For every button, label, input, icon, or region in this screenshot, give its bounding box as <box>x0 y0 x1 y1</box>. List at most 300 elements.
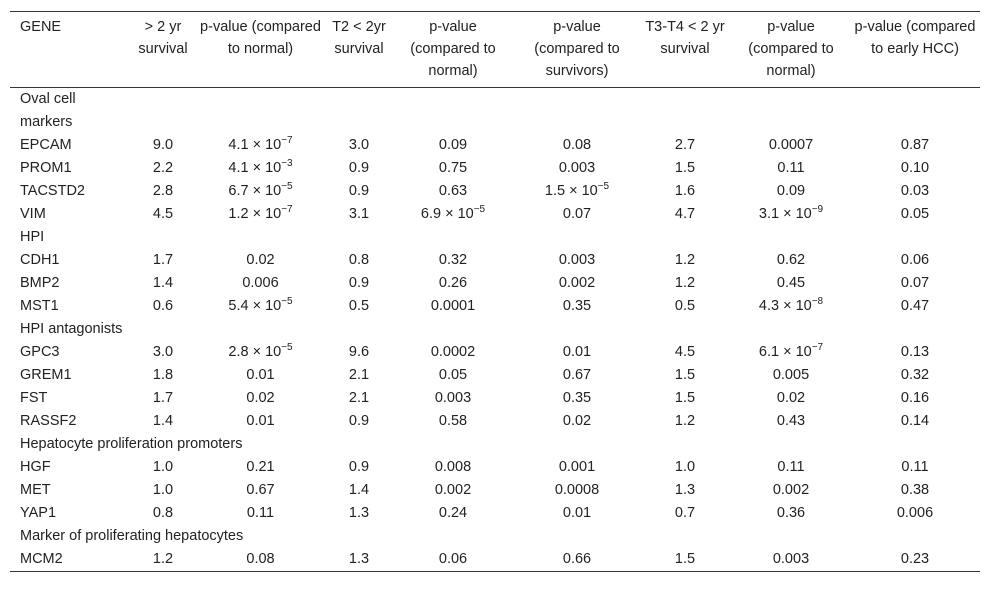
cell-value: 0.62 <box>776 252 806 268</box>
table-row <box>10 364 980 387</box>
cell-exponent: −8 <box>811 296 824 308</box>
value-cell <box>850 249 980 272</box>
cell-value: 0.24 <box>438 505 468 521</box>
cell-value: 0.09 <box>776 183 806 199</box>
cell-exponent: −5 <box>281 296 293 308</box>
cell-value: 0.23 <box>900 551 930 567</box>
header-pvalue-normal-early: p-value (compared to normal) <box>200 19 321 57</box>
value-cell <box>193 502 328 525</box>
cell-value: 1.0 <box>674 459 696 475</box>
cell-value: 0.67 <box>246 482 275 498</box>
value-cell <box>638 341 732 364</box>
cell-value: 0.67 <box>562 367 592 383</box>
value-cell <box>193 203 328 226</box>
gene-name: YAP1 <box>20 505 57 521</box>
value-cell <box>390 180 516 203</box>
value-cell <box>850 272 980 295</box>
gene-name: EPCAM <box>20 137 72 153</box>
value-cell <box>638 479 732 502</box>
value-cell <box>516 341 638 364</box>
value-cell <box>850 180 980 203</box>
cell-value: 0.001 <box>558 459 596 475</box>
cell-value: 0.9 <box>348 183 370 199</box>
value-cell <box>516 272 638 295</box>
cell-value: 0.11 <box>901 459 929 475</box>
cell-value: 6.7 × 10 <box>228 183 282 199</box>
value-cell <box>133 548 193 572</box>
value-cell <box>516 364 638 387</box>
header-t3t4-survival: T3-T4 < 2 yr survival <box>645 19 725 57</box>
value-cell <box>390 548 516 572</box>
cell-value: 0.01 <box>562 344 592 360</box>
value-cell <box>328 502 390 525</box>
cell-exponent: −7 <box>281 204 293 216</box>
cell-value: 5.4 × 10 <box>228 298 282 314</box>
value-cell <box>193 134 328 157</box>
value-cell <box>390 272 516 295</box>
table-row <box>10 341 980 364</box>
cell-value: 1.4 <box>152 413 174 429</box>
cell-value: 2.8 <box>152 183 174 199</box>
value-cell <box>850 134 980 157</box>
value-cell <box>328 341 390 364</box>
value-cell <box>732 364 850 387</box>
cell-exponent: −5 <box>597 181 610 193</box>
value-cell <box>390 157 516 180</box>
value-cell <box>516 249 638 272</box>
cell-exponent: −5 <box>473 204 486 216</box>
cell-value: 0.35 <box>562 298 592 314</box>
cell-value: 1.0 <box>152 482 174 498</box>
value-cell <box>328 479 390 502</box>
cell-value: 0.06 <box>438 551 468 567</box>
cell-value: 0.43 <box>776 413 806 429</box>
value-cell <box>390 203 516 226</box>
value-cell <box>638 456 732 479</box>
value-cell <box>732 272 850 295</box>
cell-value: 1.2 <box>674 275 696 291</box>
cell-value: 0.05 <box>438 367 468 383</box>
section-row <box>10 318 980 341</box>
value-cell <box>638 364 732 387</box>
value-cell <box>133 295 193 318</box>
gene-name: HGF <box>20 459 51 475</box>
cell-value: 0.58 <box>438 413 468 429</box>
cell-value: 0.8 <box>152 505 174 521</box>
cell-value: 0.63 <box>438 183 468 199</box>
cell-value: 1.3 <box>348 505 370 521</box>
value-cell <box>516 295 638 318</box>
cell-value: 0.6 <box>152 298 174 314</box>
value-cell <box>390 341 516 364</box>
value-cell <box>516 203 638 226</box>
section-row <box>10 226 980 249</box>
cell-value: 1.7 <box>152 390 174 406</box>
cell-exponent: −9 <box>811 204 824 216</box>
gene-name: FST <box>20 390 48 406</box>
cell-value: 3.0 <box>348 137 370 153</box>
cell-value: 0.9 <box>348 459 370 475</box>
section-filler <box>133 226 980 249</box>
cell-value: 1.5 <box>674 160 696 176</box>
value-cell <box>133 157 193 180</box>
value-cell <box>193 387 328 410</box>
section-title: HPI antagonists <box>20 321 123 337</box>
table-row <box>10 548 980 572</box>
value-cell <box>732 456 850 479</box>
table-row <box>10 134 980 157</box>
cell-value: 0.75 <box>438 160 468 176</box>
value-cell <box>133 341 193 364</box>
value-cell <box>390 456 516 479</box>
cell-value: 0.003 <box>772 551 810 567</box>
cell-value: 1.3 <box>348 551 370 567</box>
value-cell <box>638 295 732 318</box>
cell-value: 0.66 <box>562 551 592 567</box>
cell-value: 1.2 × 10 <box>228 206 282 222</box>
value-cell <box>328 295 390 318</box>
cell-value: 4.1 × 10 <box>228 160 282 176</box>
header-pvalue-normal-t3t4: p-value (compared to normal) <box>748 19 834 79</box>
value-cell <box>193 272 328 295</box>
value-cell <box>328 387 390 410</box>
cell-value: 0.14 <box>900 413 930 429</box>
cell-value: 9.0 <box>152 137 174 153</box>
value-cell <box>850 456 980 479</box>
cell-value: 0.38 <box>900 482 930 498</box>
value-cell <box>516 134 638 157</box>
value-cell <box>732 341 850 364</box>
value-cell <box>732 548 850 572</box>
table-row <box>10 203 980 226</box>
cell-value: 0.06 <box>900 252 930 268</box>
cell-value: 0.5 <box>348 298 370 314</box>
cell-value: 0.002 <box>434 482 472 498</box>
cell-value: 0.11 <box>777 459 805 475</box>
value-cell <box>850 387 980 410</box>
cell-value: 0.9 <box>348 275 370 291</box>
cell-value: 0.0007 <box>768 137 814 153</box>
value-cell <box>328 203 390 226</box>
cell-value: 0.01 <box>246 413 275 429</box>
table-row <box>10 295 980 318</box>
gene-name: GPC3 <box>20 344 60 360</box>
cell-value: 4.7 <box>674 206 696 222</box>
cell-value: 0.7 <box>674 505 696 521</box>
value-cell <box>133 249 193 272</box>
cell-value: 0.9 <box>348 413 370 429</box>
value-cell <box>850 479 980 502</box>
cell-value: 0.005 <box>772 367 810 383</box>
gene-name: BMP2 <box>20 275 60 291</box>
gene-name: MET <box>20 482 51 498</box>
value-cell <box>638 134 732 157</box>
value-cell <box>638 410 732 433</box>
cell-value: 0.02 <box>246 252 275 268</box>
value-cell <box>193 364 328 387</box>
value-cell <box>732 295 850 318</box>
cell-value: 0.006 <box>242 275 279 291</box>
value-cell <box>133 456 193 479</box>
value-cell <box>390 134 516 157</box>
cell-value: 0.45 <box>776 275 806 291</box>
cell-value: 1.8 <box>152 367 174 383</box>
cell-value: 0.002 <box>558 275 596 291</box>
section-row <box>10 88 980 135</box>
section-row <box>10 433 980 456</box>
cell-value: 1.6 <box>674 183 696 199</box>
cell-value: 4.5 <box>152 206 174 222</box>
cell-value: 0.006 <box>896 505 934 521</box>
gene-expression-table <box>10 11 980 572</box>
cell-value: 0.08 <box>562 137 592 153</box>
value-cell <box>328 548 390 572</box>
cell-value: 0.47 <box>900 298 930 314</box>
value-cell <box>133 203 193 226</box>
header-t2-survival: T2 < 2yr survival <box>332 19 386 57</box>
cell-value: 2.1 <box>348 390 370 406</box>
cell-value: 9.6 <box>348 344 370 360</box>
value-cell <box>732 479 850 502</box>
value-cell <box>193 180 328 203</box>
table-row <box>10 272 980 295</box>
cell-value: 0.07 <box>562 206 592 222</box>
gene-name: TACSTD2 <box>20 183 85 199</box>
value-cell <box>516 157 638 180</box>
header-gene: GENE <box>20 19 62 35</box>
section-filler <box>133 88 980 135</box>
cell-value: 0.11 <box>246 505 275 521</box>
cell-value: 0.05 <box>900 206 930 222</box>
header-early-survival: > 2 yr survival <box>138 19 188 57</box>
cell-value: 0.13 <box>900 344 930 360</box>
cell-value: 1.5 <box>674 390 696 406</box>
value-cell <box>850 548 980 572</box>
value-cell <box>328 410 390 433</box>
cell-value: 4.3 × 10 <box>758 298 812 314</box>
value-cell <box>516 502 638 525</box>
cell-value: 0.09 <box>438 137 468 153</box>
cell-value: 0.002 <box>772 482 810 498</box>
table-row <box>10 249 980 272</box>
table-header-row <box>10 12 980 88</box>
cell-value: 0.11 <box>777 160 805 176</box>
section-filler <box>133 318 980 341</box>
value-cell <box>133 410 193 433</box>
cell-value: 1.4 <box>348 482 370 498</box>
value-cell <box>193 479 328 502</box>
cell-value: 0.36 <box>776 505 806 521</box>
cell-value: 0.02 <box>246 390 275 406</box>
cell-value: 4.5 <box>674 344 696 360</box>
cell-value: 0.32 <box>900 367 930 383</box>
gene-name: GREM1 <box>20 367 72 383</box>
value-cell <box>390 387 516 410</box>
cell-value: 0.02 <box>562 413 592 429</box>
value-cell <box>516 387 638 410</box>
cell-value: 1.3 <box>674 482 696 498</box>
value-cell <box>328 364 390 387</box>
value-cell <box>328 272 390 295</box>
value-cell <box>732 180 850 203</box>
value-cell <box>516 479 638 502</box>
cell-value: 3.0 <box>152 344 174 360</box>
cell-value: 0.10 <box>900 160 930 176</box>
section-title: Oval cell markers <box>20 91 76 130</box>
value-cell <box>516 410 638 433</box>
cell-value: 1.0 <box>152 459 174 475</box>
table-row <box>10 502 980 525</box>
cell-value: 0.0002 <box>430 344 476 360</box>
cell-value: 0.003 <box>434 390 472 406</box>
cell-value: 0.008 <box>434 459 472 475</box>
table-row <box>10 180 980 203</box>
table-row <box>10 157 980 180</box>
value-cell <box>328 249 390 272</box>
cell-value: 3.1 <box>348 206 370 222</box>
value-cell <box>328 180 390 203</box>
cell-value: 4.1 × 10 <box>228 137 282 153</box>
cell-value: 1.5 <box>674 367 696 383</box>
section-title: HPI <box>20 229 45 245</box>
gene-name: PROM1 <box>20 160 72 176</box>
value-cell <box>133 272 193 295</box>
value-cell <box>516 548 638 572</box>
gene-name: MST1 <box>20 298 59 314</box>
cell-value: 0.0001 <box>430 298 476 314</box>
cell-value: 2.8 × 10 <box>228 344 282 360</box>
value-cell <box>193 295 328 318</box>
cell-value: 6.1 × 10 <box>758 344 812 360</box>
value-cell <box>390 479 516 502</box>
cell-value: 1.5 × 10 <box>544 183 598 199</box>
value-cell <box>638 157 732 180</box>
table-body <box>10 88 980 572</box>
cell-exponent: −5 <box>281 342 293 354</box>
cell-value: 1.2 <box>152 551 174 567</box>
value-cell <box>638 272 732 295</box>
cell-value: 3.1 × 10 <box>758 206 812 222</box>
value-cell <box>328 456 390 479</box>
value-cell <box>133 479 193 502</box>
cell-value: 0.02 <box>776 390 806 406</box>
value-cell <box>193 548 328 572</box>
value-cell <box>850 410 980 433</box>
cell-value: 1.5 <box>674 551 696 567</box>
cell-value: 2.2 <box>152 160 174 176</box>
cell-value: 0.0008 <box>554 482 600 498</box>
cell-value: 0.26 <box>438 275 468 291</box>
value-cell <box>732 387 850 410</box>
header-pvalue-normal-t2: p-value (compared to normal) <box>410 19 496 79</box>
cell-value: 0.07 <box>900 275 930 291</box>
gene-name: CDH1 <box>20 252 60 268</box>
value-cell <box>516 180 638 203</box>
cell-value: 0.01 <box>562 505 592 521</box>
cell-value: 0.08 <box>246 551 275 567</box>
value-cell <box>193 456 328 479</box>
cell-value: 1.2 <box>674 252 696 268</box>
gene-name: MCM2 <box>20 551 63 567</box>
value-cell <box>516 456 638 479</box>
value-cell <box>638 203 732 226</box>
cell-value: 0.003 <box>558 160 596 176</box>
cell-value: 1.2 <box>674 413 696 429</box>
value-cell <box>850 364 980 387</box>
value-cell <box>638 548 732 572</box>
cell-exponent: −5 <box>281 181 293 193</box>
cell-exponent: −3 <box>281 158 293 170</box>
cell-exponent: −7 <box>281 135 293 147</box>
cell-value: 0.87 <box>900 137 930 153</box>
value-cell <box>133 502 193 525</box>
value-cell <box>133 180 193 203</box>
value-cell <box>850 203 980 226</box>
cell-value: 0.9 <box>348 160 370 176</box>
cell-value: 0.003 <box>558 252 596 268</box>
value-cell <box>638 180 732 203</box>
gene-name: VIM <box>20 206 46 222</box>
value-cell <box>638 249 732 272</box>
cell-value: 2.1 <box>348 367 370 383</box>
value-cell <box>732 134 850 157</box>
value-cell <box>193 410 328 433</box>
cell-value: 1.4 <box>152 275 174 291</box>
value-cell <box>850 502 980 525</box>
table-row <box>10 456 980 479</box>
cell-value: 0.8 <box>348 252 370 268</box>
value-cell <box>638 387 732 410</box>
header-pvalue-survivors: p-value (compared to survivors) <box>534 19 620 79</box>
table-row <box>10 410 980 433</box>
value-cell <box>390 410 516 433</box>
cell-value: 0.03 <box>900 183 930 199</box>
value-cell <box>638 502 732 525</box>
cell-value: 0.5 <box>674 298 696 314</box>
value-cell <box>193 341 328 364</box>
value-cell <box>732 157 850 180</box>
value-cell <box>133 387 193 410</box>
value-cell <box>133 364 193 387</box>
value-cell <box>193 157 328 180</box>
value-cell <box>850 295 980 318</box>
value-cell <box>133 134 193 157</box>
value-cell <box>732 249 850 272</box>
cell-value: 0.16 <box>900 390 930 406</box>
section-title: Hepatocyte proliferation promoters <box>20 436 243 452</box>
value-cell <box>732 203 850 226</box>
value-cell <box>390 364 516 387</box>
value-cell <box>850 157 980 180</box>
value-cell <box>732 410 850 433</box>
value-cell <box>390 295 516 318</box>
header-pvalue-early-hcc: p-value (compared to early HCC) <box>854 19 976 57</box>
cell-value: 0.21 <box>246 459 275 475</box>
cell-value: 2.7 <box>674 137 696 153</box>
value-cell <box>390 502 516 525</box>
value-cell <box>732 502 850 525</box>
cell-value: 0.01 <box>246 367 275 383</box>
value-cell <box>850 341 980 364</box>
cell-value: 0.35 <box>562 390 592 406</box>
value-cell <box>390 249 516 272</box>
table-row <box>10 387 980 410</box>
value-cell <box>193 249 328 272</box>
section-row <box>10 525 980 548</box>
value-cell <box>328 134 390 157</box>
gene-name: RASSF2 <box>20 413 77 429</box>
cell-value: 6.9 × 10 <box>420 206 474 222</box>
